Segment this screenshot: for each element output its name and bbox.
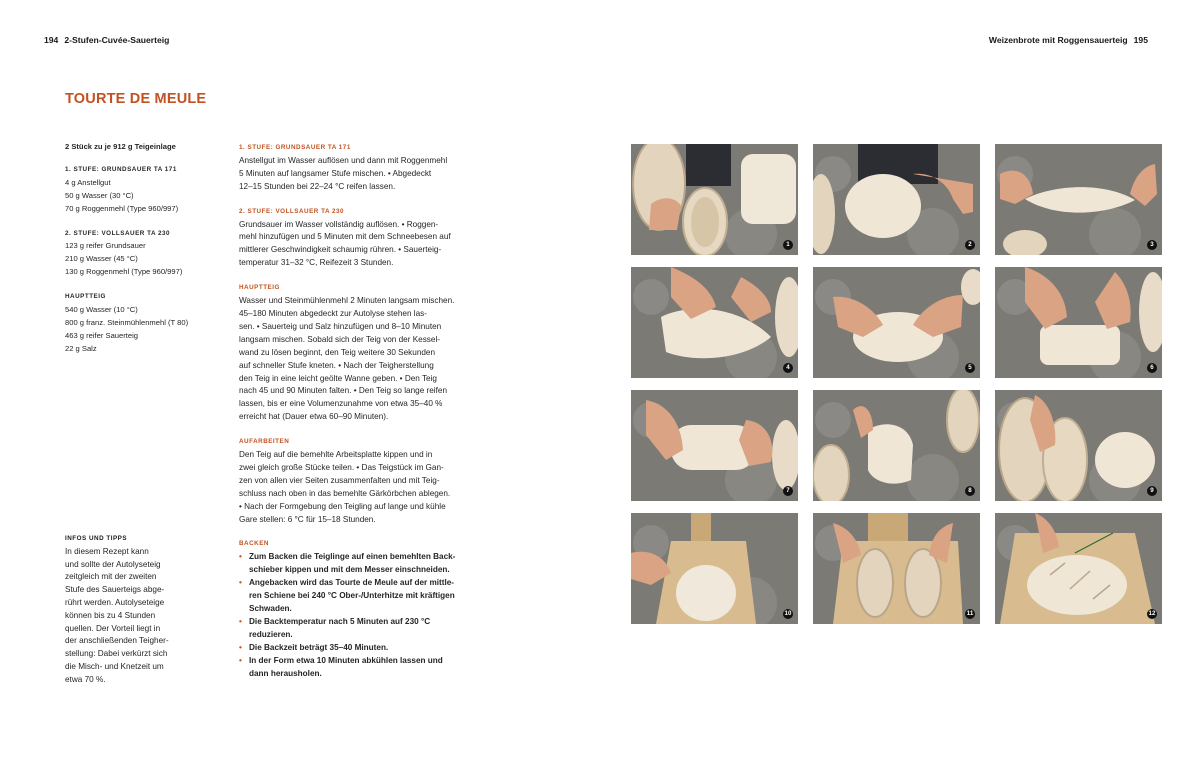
baking-item <box>239 577 497 616</box>
step-photo-number: 1 <box>783 240 793 250</box>
step-line: mittlerer Geschwindigkeit schaumig rühren. • Sauerteig- <box>239 245 442 255</box>
step-photo-6 <box>995 267 1162 378</box>
page-number-right: 195 <box>1133 35 1148 45</box>
step-photo-number: 5 <box>965 363 975 373</box>
step-photo-illustration <box>995 513 1162 624</box>
step-heading: 1. STUFE: GRUNDSAUER TA 171 <box>239 144 351 151</box>
yield-line: 2 Stück zu je 912 g Teigeinlage <box>65 142 176 151</box>
ingredient-heading: HAUPTTEIG <box>65 293 106 301</box>
step-line: 45–180 Minuten abgedeckt zur Autolyse stehen las- <box>239 308 427 318</box>
chapter-title-right: Weizenbrote mit Roggensauerteig <box>988 35 1128 45</box>
baking-item <box>239 616 497 642</box>
step-photo-9 <box>995 390 1162 501</box>
tips-line: zeitgleich mit der zweiten <box>65 572 157 582</box>
baking-line: Die Backzeit beträgt 35–40 Minuten. <box>249 642 389 652</box>
ingredient-item: 70 g Roggenmehl (Type 960/997) <box>65 203 179 213</box>
step-heading: BACKEN <box>239 540 269 548</box>
step-photo-4 <box>631 267 798 378</box>
step-photo-illustration <box>813 513 980 624</box>
tips-line: der anschließenden Teigher- <box>65 636 169 646</box>
step-heading: 2. STUFE: VOLLSAUER TA 230 <box>239 207 345 215</box>
step-photo-number: 12 <box>1148 610 1156 617</box>
step-line: Anstellgut im Wasser auflösen und dann mit Roggenmehl <box>239 155 448 165</box>
step-line: 5 Minuten auf langsamer Stufe mischen. • Abgedeckt <box>239 168 432 178</box>
ingredient-section <box>65 164 225 216</box>
step-text <box>239 155 497 194</box>
running-header-left <box>44 35 169 45</box>
step-text <box>239 449 497 526</box>
recipe-title: TOURTE DE MEULE <box>65 91 207 107</box>
ingredient-item: 123 g reifer Grundsauer <box>65 241 146 251</box>
step-line: sen. • Sauerteig und Salz hinzufügen und 8–10 Minuten <box>239 321 442 331</box>
step-heading: HAUPTTEIG <box>239 284 280 292</box>
ingredient-item: 800 g franz. Steinmühlenmehl (T 80) <box>65 317 189 327</box>
ingredient-item: 130 g Roggenmehl (Type 960/997) <box>65 267 183 277</box>
ingredient-item: 4 g Anstellgut <box>65 177 111 187</box>
step-line: Den Teig auf die bemehlte Arbeitsplatte kippen und in <box>239 450 433 460</box>
step-line: zen von allen vier Seiten zusammenfalten und mit Teig- <box>239 475 440 485</box>
baking-line: Schwaden. <box>249 604 292 613</box>
step-photo-8 <box>813 390 980 501</box>
step-line: den Teig in eine leicht geölte Wanne geben. • Den Teig <box>239 373 437 383</box>
baking-line: reduzieren. <box>249 629 293 639</box>
tips-box <box>65 533 215 687</box>
ingredient-item: 210 g Wasser (45 °C) <box>65 254 138 264</box>
baking-line: Die Backtemperatur nach 5 Minuten auf 230 °C <box>249 616 431 626</box>
step-line: Gare stellen: 6 °C für 15–18 Stunden. <box>239 514 376 524</box>
step-photo-2 <box>813 144 980 255</box>
step-photo-number: 8 <box>965 486 975 496</box>
step-line: auf schneller Stufe kneten. • Nach der Teigherstellung <box>239 360 434 370</box>
baking-list <box>239 551 497 680</box>
baking-line: ren Schiene bei 240 °C Ober-/Unterhitze mit kräftigen <box>249 591 455 601</box>
step-photo-7 <box>631 390 798 501</box>
step-line: nach 45 und 90 Minuten falten. • Den Teig so lange reifen <box>239 386 448 396</box>
step-line: mehl hinzufügen und 5 Minuten mit dem Schneebesen auf <box>239 232 451 242</box>
page-number-left: 194 <box>44 35 59 45</box>
tips-line: rührt werden. Autolyseteige <box>65 597 165 607</box>
step-photo-illustration <box>813 144 980 255</box>
step-section-aufarbeiten <box>239 436 497 526</box>
ingredient-heading: 1. STUFE: GRUNDSAUER TA 171 <box>65 165 177 173</box>
ingredient-item: 50 g Wasser (30 °C) <box>65 190 134 200</box>
step-text <box>239 219 497 271</box>
step-photo-number: 6 <box>1147 363 1157 373</box>
step-photo-illustration <box>631 144 798 255</box>
step-photo-illustration <box>995 144 1162 255</box>
step-photo-number: 11 <box>966 610 974 617</box>
step-section-backen <box>239 538 497 680</box>
tips-line: die Misch- und Knetzeit um <box>65 661 164 671</box>
step-line: 12–15 Stunden bei 22–24 °C reifen lassen. <box>239 181 396 191</box>
step-section-stufe1 <box>239 142 497 194</box>
step-photo-3 <box>995 144 1162 255</box>
step-photo-illustration <box>631 267 798 378</box>
step-photo-illustration <box>631 513 798 624</box>
ingredient-item: 540 g Wasser (10 °C) <box>65 305 138 315</box>
step-heading: AUFARBEITEN <box>239 438 290 446</box>
baking-line: In der Form etwa 10 Minuten abkühlen lassen und <box>249 655 443 665</box>
ingredient-item: 22 g Salz <box>65 343 97 353</box>
step-photo-11 <box>813 513 980 624</box>
tips-line: In diesem Rezept kann <box>65 546 149 556</box>
step-photo-illustration <box>631 390 798 501</box>
step-photo-grid <box>631 144 1162 622</box>
tips-line: und sollte der Autolyseteig <box>65 559 161 569</box>
baking-item <box>239 655 497 681</box>
step-line: schluss nach oben in das bemehlte Gärkörbchen ablegen. <box>239 488 451 498</box>
tips-line: Stufe des Sauerteigs abge- <box>65 585 165 595</box>
step-photo-5 <box>813 267 980 378</box>
running-header-right <box>989 35 1148 45</box>
step-photo-number: 2 <box>965 240 975 250</box>
tips-line: quellen. Der Vorteil liegt in <box>65 623 161 633</box>
ingredient-section <box>65 291 225 356</box>
tips-heading: INFOS UND TIPPS <box>65 535 128 542</box>
baking-line: Angebacken wird das Tourte de Meule auf der mittle- <box>249 578 455 588</box>
step-line: zwei gleich große Stücke teilen. • Das Teigstück im Gan- <box>239 462 444 472</box>
step-photo-number: 10 <box>784 610 792 617</box>
baking-line: schieber kippen und mit dem Messer einschneiden. <box>249 565 450 575</box>
tips-line: stellung: Dabei verkürzt sich <box>65 649 168 659</box>
step-line: Wasser und Steinmühlenmehl 2 Minuten langsam mischen. <box>239 296 455 306</box>
baking-item <box>239 642 497 655</box>
ingredient-heading: 2. STUFE: VOLLSAUER TA 230 <box>65 229 171 237</box>
step-text <box>239 295 497 424</box>
tips-line: etwa 70 %. <box>65 674 106 684</box>
baking-line: Zum Backen die Teiglinge auf einen bemehlten Back- <box>249 552 456 562</box>
step-line: erreicht hat (Dauer etwa 60–90 Minuten). <box>239 412 389 422</box>
step-line: temperatur 31–32 °C, Reifezeit 3 Stunden. <box>239 258 394 268</box>
step-photo-1 <box>631 144 798 255</box>
step-photo-illustration <box>995 267 1162 378</box>
method-column <box>239 142 497 692</box>
step-photo-number: 7 <box>783 486 793 496</box>
ingredient-section <box>65 228 225 280</box>
baking-line: dann herausholen. <box>249 668 322 678</box>
step-line: langsam mischen. Sobald sich der Teig von der Kessel- <box>239 334 440 344</box>
step-photo-number: 9 <box>1147 486 1157 496</box>
step-line: lassen, bis er eine Volumenzunahme von etwa 35–40 % <box>239 399 443 409</box>
step-photo-illustration <box>995 390 1162 501</box>
step-photo-10 <box>631 513 798 624</box>
step-photo-12 <box>995 513 1162 624</box>
step-photo-number: 3 <box>1147 240 1157 250</box>
baking-item <box>239 551 497 577</box>
step-line: • Nach der Formgebung den Teigling auf lange und kühle <box>239 501 446 511</box>
step-photo-illustration <box>813 390 980 501</box>
step-photo-illustration <box>813 267 980 378</box>
ingredient-item: 463 g reifer Sauerteig <box>65 330 139 340</box>
ingredients-column <box>65 141 225 368</box>
step-line: Grundsauer im Wasser vollständig auflösen. • Roggen- <box>239 219 439 229</box>
step-photo-number: 4 <box>783 363 793 373</box>
step-section-hauptteig <box>239 282 497 424</box>
step-section-stufe2 <box>239 206 497 271</box>
step-line: wand zu lösen beginnt, den Teig weitere 30 Sekunden <box>239 347 436 357</box>
chapter-title-left: 2-Stufen-Cuvée-Sauerteig <box>64 35 170 45</box>
tips-line: können bis zu 4 Stunden <box>65 610 156 620</box>
